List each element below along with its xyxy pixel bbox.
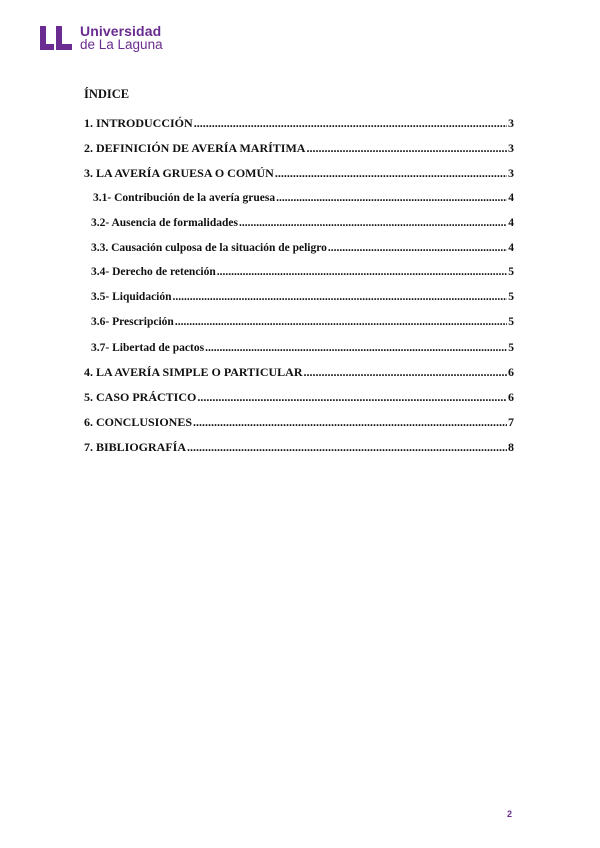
logo-text xyxy=(80,24,163,52)
toc-entry[interactable] xyxy=(91,340,514,356)
toc-entry-page: 5 xyxy=(508,316,514,328)
toc-dot-leader xyxy=(175,314,507,330)
toc-entry[interactable] xyxy=(84,364,514,380)
toc-entry-page: 3 xyxy=(508,141,514,155)
toc-entry-label: 2. DEFINICIÓN DE AVERÍA MARÍTIMA xyxy=(84,141,306,155)
toc-entry-page: 4 xyxy=(508,242,514,254)
toc-entry-page: 4 xyxy=(508,217,514,229)
toc-entry-page: 3 xyxy=(508,116,514,130)
toc-entry[interactable] xyxy=(84,414,514,430)
toc-dot-leader xyxy=(239,215,507,231)
toc-entry-page: 5 xyxy=(508,291,514,303)
toc-entry-page: 6 xyxy=(508,365,514,379)
toc-dot-leader xyxy=(197,389,507,405)
toc-entry-label: 3.7- Libertad de pactos xyxy=(91,342,205,354)
toc-dot-leader xyxy=(205,340,507,356)
toc-dot-leader xyxy=(217,264,507,280)
toc-entry-page: 5 xyxy=(508,266,514,278)
toc-entry[interactable] xyxy=(84,165,514,181)
toc-entry-page: 5 xyxy=(508,342,514,354)
toc-entry[interactable] xyxy=(84,439,514,455)
index-title: ÍNDICE xyxy=(84,87,130,101)
toc-entry[interactable] xyxy=(91,289,514,305)
toc-entry[interactable] xyxy=(91,215,514,231)
toc-entry-label: 3.2- Ausencia de formalidades xyxy=(91,217,238,229)
toc-entry[interactable] xyxy=(91,240,514,256)
toc-entry-label: 3.3. Causación culposa de la situación de peligro xyxy=(91,242,327,254)
toc-entry-label: 5. CASO PRÁCTICO xyxy=(84,390,197,404)
toc-entry-label: 3.5- Liquidación xyxy=(91,291,172,303)
toc-entry-page: 8 xyxy=(508,440,514,454)
toc-dot-leader xyxy=(276,190,507,206)
toc-entry-label: 1. INTRODUCCIÓN xyxy=(84,116,193,130)
toc-entry[interactable] xyxy=(91,264,514,280)
toc-entry-page: 7 xyxy=(508,415,514,429)
toc-dot-leader xyxy=(187,439,507,455)
toc-dot-leader xyxy=(194,115,507,131)
toc-dot-leader xyxy=(193,414,507,430)
toc-entry-label: 3.4- Derecho de retención xyxy=(91,266,216,278)
toc-entry-page: 4 xyxy=(508,192,514,204)
page-number: 2 xyxy=(507,809,513,819)
logo-line1: Universidad xyxy=(80,23,162,39)
toc-entry-label: 3.1- Contribución de la avería gruesa xyxy=(93,192,276,204)
university-logo xyxy=(38,24,163,52)
toc-dot-leader xyxy=(275,165,507,181)
toc-entry-label: 3.6- Prescripción xyxy=(91,316,174,328)
toc-dot-leader xyxy=(173,289,508,305)
toc-entry[interactable] xyxy=(84,115,514,131)
toc-entry-label: 4. LA AVERÍA SIMPLE O PARTICULAR xyxy=(84,365,303,379)
toc-entry[interactable] xyxy=(84,140,514,156)
ull-logo-icon xyxy=(38,24,74,52)
toc-dot-leader xyxy=(306,140,507,156)
toc-dot-leader xyxy=(328,240,507,256)
logo-line2: de La Laguna xyxy=(80,37,163,52)
toc-entry[interactable] xyxy=(91,314,514,330)
toc-entry-label: 7. BIBLIOGRAFÍA xyxy=(84,440,187,454)
toc-entry-label: 6. CONCLUSIONES xyxy=(84,415,193,429)
toc-entry[interactable] xyxy=(84,389,514,405)
toc-entry[interactable] xyxy=(93,190,514,206)
toc-entry-page: 6 xyxy=(508,390,514,404)
toc-entry-label: 3. LA AVERÍA GRUESA O COMÚN xyxy=(84,166,274,180)
toc-dot-leader xyxy=(304,364,507,380)
toc-entry-page: 3 xyxy=(508,166,514,180)
